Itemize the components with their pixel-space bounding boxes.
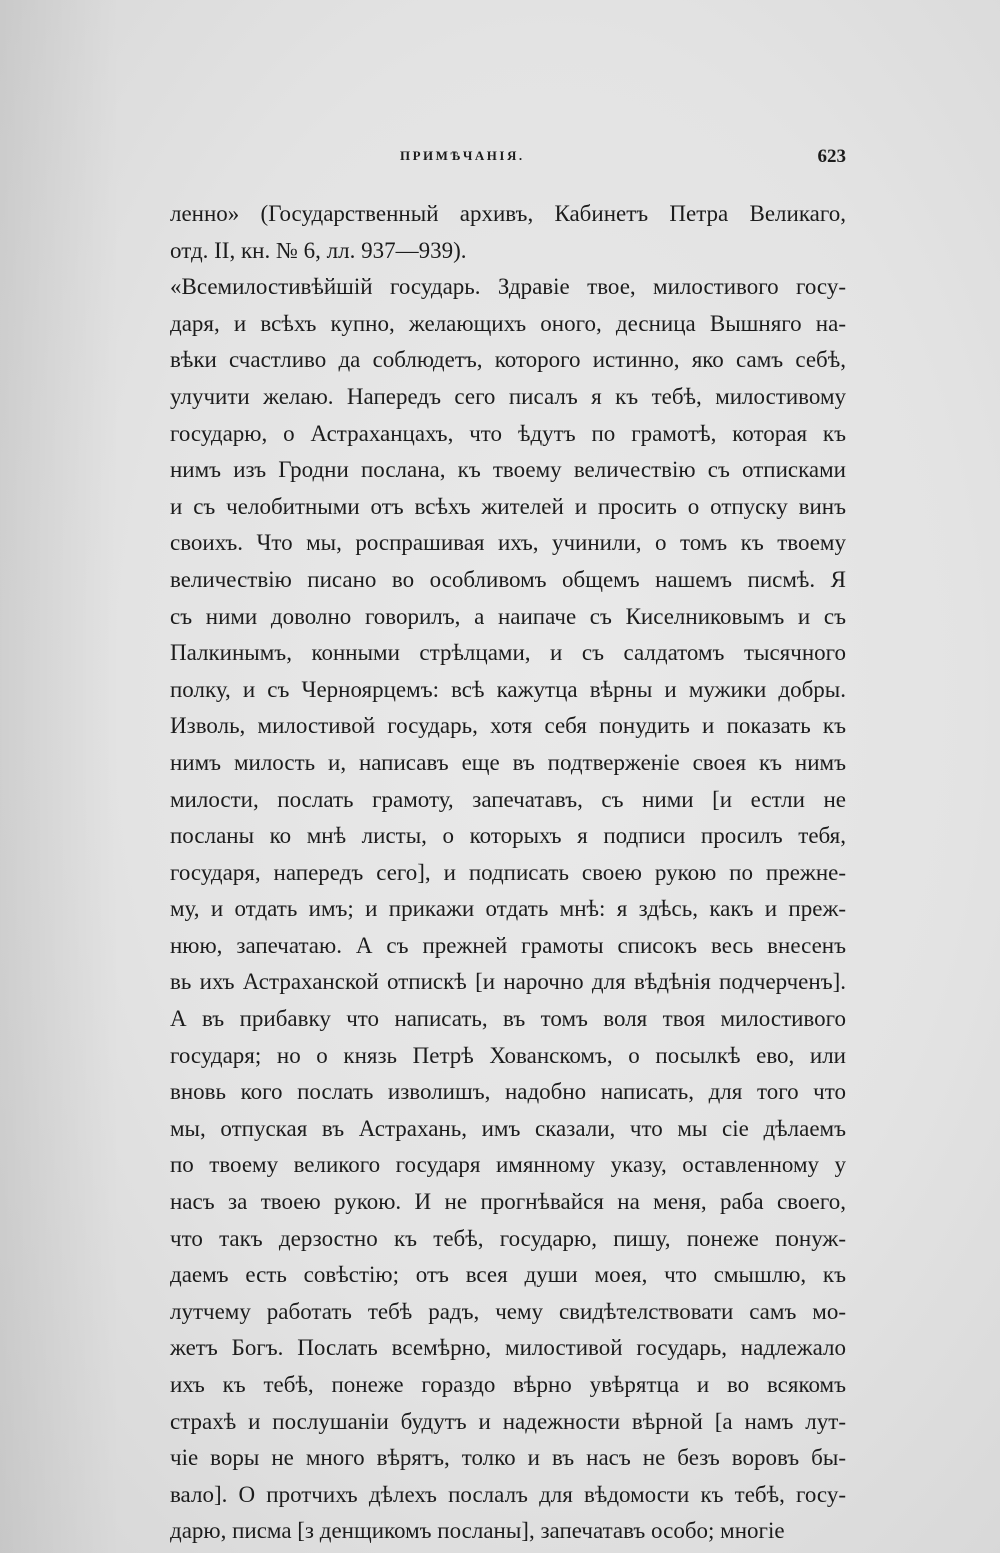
text-line: Палкинымъ, конными стрѣлцами, и съ салдатомъ тысячного [170,640,846,666]
text-line: государя; но о князь Петрѣ Хованскомъ, о посылкѣ ево, или [170,1042,846,1068]
text-line: улучити желаю. Напередъ сего писалъ я къ тебѣ, милостивому [170,383,846,409]
text-line: нюю, запечатаю. А съ прежней грамоты списокъ весь внесенъ [170,932,846,958]
text-line: полку, и съ Черноярцемъ: всѣ кажутца вѣрны и мужики добры. [170,676,846,702]
text-line: по твоему великого государя имянному указу, оставленному у [170,1152,846,1178]
text-line: милости, послать грамоту, запечатавъ, съ ними [и естли не [170,786,846,812]
text-line: съ ними доволно говорилъ, а наипаче съ Киселниковымъ и съ [170,603,846,629]
text-line: что такъ дерзостно къ тебѣ, государю, пишу, понеже понуж- [170,1225,846,1251]
text-line: лутчему работать тебѣ радъ, чему свидѣтелствовати самъ мо- [170,1298,846,1324]
text-line: величествію писано во особливомъ общемъ нашемъ писмѣ. Я [170,566,846,592]
text-line: своихъ. Что мы, роспрашивая ихъ, учинили, о томъ къ твоему [170,530,846,556]
text-line: страхѣ и послушаніи будутъ и надежности вѣрной [а намъ лут- [170,1408,846,1434]
text-line: даемъ есть совѣстію; отъ всея души моея, что смышлю, къ [170,1262,846,1288]
text-line: чіе воры не много вѣрятъ, толко и въ насъ не безъ воровъ бы- [170,1445,846,1471]
running-head: ПРИМѢЧАНІЯ. [400,148,525,163]
text-line: государя, напередъ сего], и подписать своею рукою по прежне- [170,859,846,885]
text-line: насъ за твоею рукою. И не прогнѣвайся на меня, раба своего, [170,1189,846,1215]
text-line: мы, отпуская въ Астрахань, имъ сказали, что мы сіе дѣлаемъ [170,1115,846,1141]
text-line: и съ челобитными отъ всѣхъ жителей и просить о отпуску винъ [170,493,846,519]
text-line: му, и отдать имъ; и прикажи отдать мнѣ: я здѣсь, какъ и преж- [170,896,846,922]
text-line: государю, о Астраханцахъ, что ѣдутъ по грамотѣ, которая къ [170,420,846,446]
text-line: вновь кого послать изволишъ, надобно написать, для того что [170,1079,846,1105]
page-number: 623 [817,146,846,167]
body-text [170,196,846,1550]
text-line: дарю, писма [з денщикомъ посланы], запечатавъ особо; многіе [170,1518,785,1544]
text-line: отд. II, кн. № 6, лл. 937—939). [170,237,467,263]
text-line: посланы ко мнѣ листы, о которыхъ я подписи просилъ тебя, [170,823,846,849]
text-line: Изволь, милостивой государь, хотя себя понудить и показать къ [170,713,846,739]
text-line: А въ прибавку что написать, въ томъ воля твоя милостивого [170,1006,846,1032]
text-line: нимъ милость и, написавъ еще въ подтверженіе своея къ нимъ [170,749,846,775]
text-line: нимъ изъ Гродни послана, къ твоему величествію съ отписками [170,457,846,483]
gutter-shadow [0,0,120,1553]
text-line: «Всемилостивѣйшій государь. Здравіе твое, милостивого госу- [170,274,846,300]
text-line: ихъ къ тебѣ, понеже гораздо вѣрно увѣрятца и во всякомъ [170,1372,846,1397]
text-line: вь ихъ Астраханской отпискѣ [и нарочно для вѣдѣнія подчерченъ]. [170,969,846,995]
text-line: жетъ Богъ. Послать всемѣрно, милостивой государь, надлежало [170,1335,846,1361]
page-header [170,146,846,170]
text-line: вѣки счастливо да соблюдетъ, которого истинно, яко самъ себѣ, [170,347,846,373]
text-line: вало]. О протчихъ дѣлехъ послалъ для вѣдомости къ тебѣ, госу- [170,1481,846,1507]
text-line: даря, и всѣхъ купно, желающихъ оного, десница Вышняго на- [170,310,846,336]
text-line: ленно» (Государственный архивъ, Кабинетъ Петра Великаго, [170,201,846,226]
